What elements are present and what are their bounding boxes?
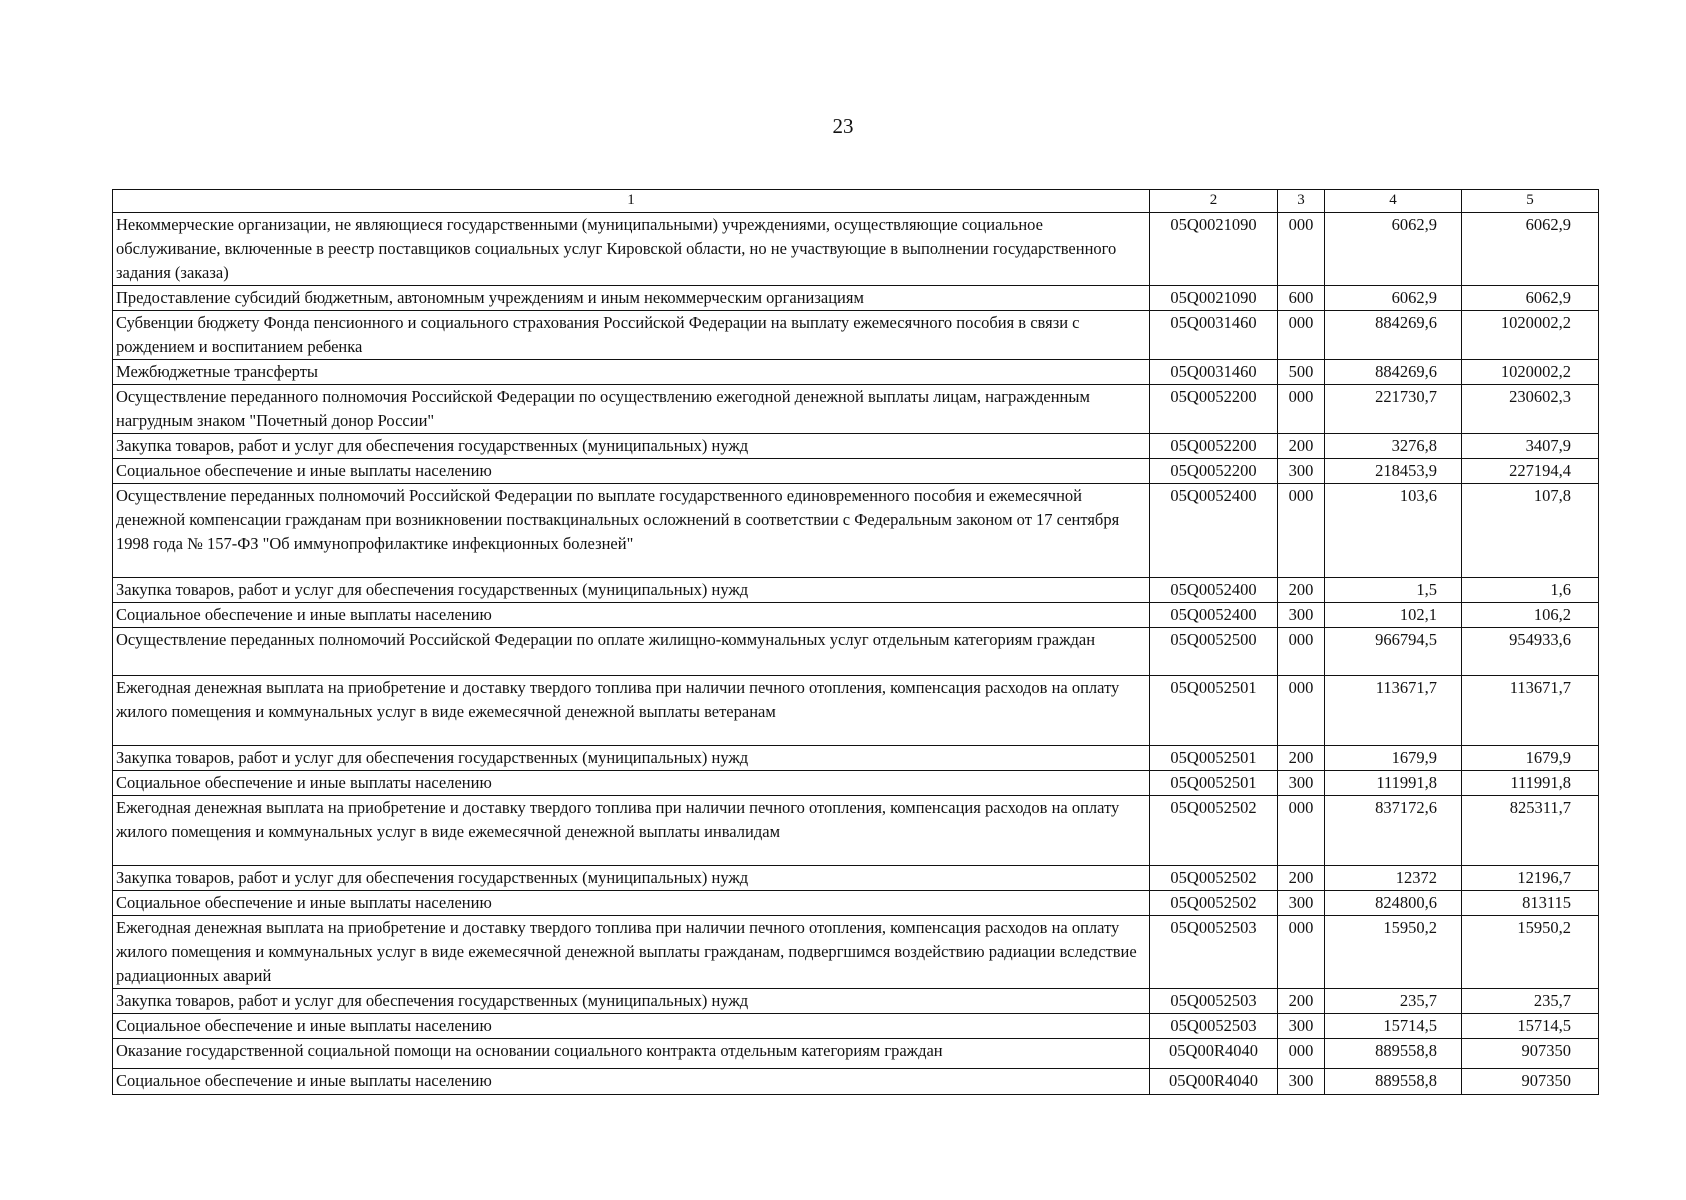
row-target-code: 05Q0052501 — [1150, 676, 1278, 746]
row-value-col4: 884269,6 — [1325, 311, 1462, 360]
row-value-col4: 103,6 — [1325, 484, 1462, 578]
row-value-col4: 218453,9 — [1325, 459, 1462, 484]
row-value-col4: 966794,5 — [1325, 628, 1462, 676]
column-header: 4 — [1325, 190, 1462, 213]
table-row — [113, 360, 1599, 385]
table-row — [113, 746, 1599, 771]
row-expense-type: 600 — [1278, 286, 1325, 311]
row-target-code: 05Q0052200 — [1150, 385, 1278, 434]
row-value-col4: 6062,9 — [1325, 213, 1462, 286]
table-row — [113, 459, 1599, 484]
row-target-code: 05Q0052400 — [1150, 484, 1278, 578]
row-target-code: 05Q0052503 — [1150, 916, 1278, 989]
row-description: Закупка товаров, работ и услуг для обеспечения государственных (муниципальных) нужд — [113, 434, 1150, 459]
table-row — [113, 603, 1599, 628]
row-value-col5: 15714,5 — [1462, 1014, 1599, 1039]
row-target-code: 05Q0052400 — [1150, 603, 1278, 628]
row-description: Предоставление субсидий бюджетным, автономным учреждениям и иным некоммерческим организациям — [113, 286, 1150, 311]
row-expense-type: 000 — [1278, 628, 1325, 676]
row-target-code: 05Q0052200 — [1150, 434, 1278, 459]
row-description: Социальное обеспечение и иные выплаты населению — [113, 891, 1150, 916]
column-header: 3 — [1278, 190, 1325, 213]
row-value-col5: 813115 — [1462, 891, 1599, 916]
row-value-col4: 1679,9 — [1325, 746, 1462, 771]
row-expense-type: 000 — [1278, 311, 1325, 360]
row-value-col4: 111991,8 — [1325, 771, 1462, 796]
table-row — [113, 1069, 1599, 1095]
row-description: Некоммерческие организации, не являющиеся государственными (муниципальными) учреждениями, осуществляющие социальное обслуживание, включенные в реестр поставщиков социальных услуг Кировской области, но не участвующие в выполнении государственного задания (заказа) — [113, 213, 1150, 286]
row-value-col5: 12196,7 — [1462, 866, 1599, 891]
row-description: Осуществление переданных полномочий Российской Федерации по оплате жилищно-коммунальных услуг отдельным категориям граждан — [113, 628, 1150, 676]
row-expense-type: 500 — [1278, 360, 1325, 385]
row-expense-type: 000 — [1278, 484, 1325, 578]
table-row — [113, 989, 1599, 1014]
row-value-col5: 1,6 — [1462, 578, 1599, 603]
table-row — [113, 916, 1599, 989]
row-description: Ежегодная денежная выплата на приобретение и доставку твердого топлива при наличии печного отопления, компенсация расходов на оплату жилого помещения и коммунальных услуг в виде ежемесячной денежной выплаты инвалидам — [113, 796, 1150, 866]
row-target-code: 05Q0052400 — [1150, 578, 1278, 603]
row-target-code: 05Q0052502 — [1150, 796, 1278, 866]
row-expense-type: 000 — [1278, 676, 1325, 746]
row-value-col4: 889558,8 — [1325, 1039, 1462, 1069]
row-description: Социальное обеспечение и иные выплаты населению — [113, 771, 1150, 796]
row-value-col4: 113671,7 — [1325, 676, 1462, 746]
row-value-col4: 15950,2 — [1325, 916, 1462, 989]
row-expense-type: 200 — [1278, 989, 1325, 1014]
budget-table — [112, 189, 1599, 1095]
column-header: 1 — [113, 190, 1150, 213]
table-row — [113, 434, 1599, 459]
row-value-col4: 824800,6 — [1325, 891, 1462, 916]
row-expense-type: 300 — [1278, 1069, 1325, 1095]
row-value-col5: 6062,9 — [1462, 213, 1599, 286]
row-value-col5: 3407,9 — [1462, 434, 1599, 459]
row-description: Социальное обеспечение и иные выплаты населению — [113, 1069, 1150, 1095]
row-value-col4: 221730,7 — [1325, 385, 1462, 434]
table-row — [113, 1039, 1599, 1069]
row-value-col5: 907350 — [1462, 1069, 1599, 1095]
row-value-col5: 111991,8 — [1462, 771, 1599, 796]
row-expense-type: 200 — [1278, 434, 1325, 459]
row-target-code: 05Q0031460 — [1150, 360, 1278, 385]
row-description: Социальное обеспечение и иные выплаты населению — [113, 603, 1150, 628]
row-value-col5: 107,8 — [1462, 484, 1599, 578]
row-target-code: 05Q0052200 — [1150, 459, 1278, 484]
table-row — [113, 866, 1599, 891]
row-description: Ежегодная денежная выплата на приобретение и доставку твердого топлива при наличии печного отопления, компенсация расходов на оплату жилого помещения и коммунальных услуг в виде ежемесячной денежной выплаты гражданам, подвергшимся воздействию радиации вследствие радиационных аварий — [113, 916, 1150, 989]
row-value-col5: 907350 — [1462, 1039, 1599, 1069]
row-expense-type: 300 — [1278, 771, 1325, 796]
row-expense-type: 300 — [1278, 603, 1325, 628]
table-row — [113, 484, 1599, 578]
row-description: Социальное обеспечение и иные выплаты населению — [113, 459, 1150, 484]
table-row — [113, 628, 1599, 676]
row-target-code: 05Q0052502 — [1150, 866, 1278, 891]
row-target-code: 05Q0052503 — [1150, 1014, 1278, 1039]
row-description: Закупка товаров, работ и услуг для обеспечения государственных (муниципальных) нужд — [113, 746, 1150, 771]
row-value-col5: 230602,3 — [1462, 385, 1599, 434]
row-target-code: 05Q0052501 — [1150, 746, 1278, 771]
row-expense-type: 000 — [1278, 1039, 1325, 1069]
table-row — [113, 676, 1599, 746]
row-value-col4: 889558,8 — [1325, 1069, 1462, 1095]
row-description: Оказание государственной социальной помощи на основании социального контракта отдельным категориям граждан — [113, 1039, 1150, 1069]
row-value-col4: 12372 — [1325, 866, 1462, 891]
table-row — [113, 796, 1599, 866]
row-target-code: 05Q0052502 — [1150, 891, 1278, 916]
row-expense-type: 200 — [1278, 746, 1325, 771]
row-value-col4: 1,5 — [1325, 578, 1462, 603]
row-value-col4: 3276,8 — [1325, 434, 1462, 459]
row-value-col5: 954933,6 — [1462, 628, 1599, 676]
row-value-col4: 6062,9 — [1325, 286, 1462, 311]
row-value-col5: 1679,9 — [1462, 746, 1599, 771]
page-number: 23 — [832, 114, 854, 138]
row-expense-type: 300 — [1278, 459, 1325, 484]
row-description: Закупка товаров, работ и услуг для обеспечения государственных (муниципальных) нужд — [113, 866, 1150, 891]
table-row — [113, 891, 1599, 916]
row-description: Ежегодная денежная выплата на приобретение и доставку твердого топлива при наличии печного отопления, компенсация расходов на оплату жилого помещения и коммунальных услуг в виде ежемесячной денежной выплаты ветеранам — [113, 676, 1150, 746]
row-value-col4: 235,7 — [1325, 989, 1462, 1014]
row-expense-type: 300 — [1278, 891, 1325, 916]
row-target-code: 05Q0052500 — [1150, 628, 1278, 676]
row-value-col4: 837172,6 — [1325, 796, 1462, 866]
row-expense-type: 200 — [1278, 866, 1325, 891]
row-expense-type: 000 — [1278, 916, 1325, 989]
row-value-col5: 6062,9 — [1462, 286, 1599, 311]
row-expense-type: 200 — [1278, 578, 1325, 603]
table-row — [113, 1014, 1599, 1039]
table-row — [113, 311, 1599, 360]
row-expense-type: 000 — [1278, 385, 1325, 434]
row-expense-type: 000 — [1278, 213, 1325, 286]
column-header: 2 — [1150, 190, 1278, 213]
row-value-col5: 1020002,2 — [1462, 311, 1599, 360]
row-target-code: 05Q0021090 — [1150, 213, 1278, 286]
row-description: Социальное обеспечение и иные выплаты населению — [113, 1014, 1150, 1039]
row-target-code: 05Q0052501 — [1150, 771, 1278, 796]
row-value-col5: 825311,7 — [1462, 796, 1599, 866]
row-description: Закупка товаров, работ и услуг для обеспечения государственных (муниципальных) нужд — [113, 989, 1150, 1014]
column-header: 5 — [1462, 190, 1599, 213]
table-row — [113, 578, 1599, 603]
row-target-code: 05Q0021090 — [1150, 286, 1278, 311]
row-description: Закупка товаров, работ и услуг для обеспечения государственных (муниципальных) нужд — [113, 578, 1150, 603]
table-row — [113, 771, 1599, 796]
row-description: Осуществление переданного полномочия Российской Федерации по осуществлению ежегодной денежной выплаты лицам, награжденным нагрудным знаком "Почетный донор России" — [113, 385, 1150, 434]
row-value-col5: 227194,4 — [1462, 459, 1599, 484]
row-description: Субвенции бюджету Фонда пенсионного и социального страхования Российской Федерации на выплату ежемесячного пособия в связи с рождением и воспитанием ребенка — [113, 311, 1150, 360]
row-target-code: 05Q0031460 — [1150, 311, 1278, 360]
row-target-code: 05Q00R4040 — [1150, 1069, 1278, 1095]
table-row — [113, 385, 1599, 434]
table-header-row — [113, 190, 1599, 213]
row-description: Межбюджетные трансферты — [113, 360, 1150, 385]
row-value-col4: 15714,5 — [1325, 1014, 1462, 1039]
row-value-col5: 1020002,2 — [1462, 360, 1599, 385]
row-value-col5: 15950,2 — [1462, 916, 1599, 989]
row-target-code: 05Q00R4040 — [1150, 1039, 1278, 1069]
row-value-col5: 106,2 — [1462, 603, 1599, 628]
row-target-code: 05Q0052503 — [1150, 989, 1278, 1014]
row-value-col5: 113671,7 — [1462, 676, 1599, 746]
row-value-col4: 102,1 — [1325, 603, 1462, 628]
row-expense-type: 000 — [1278, 796, 1325, 866]
row-expense-type: 300 — [1278, 1014, 1325, 1039]
row-description: Осуществление переданных полномочий Российской Федерации по выплате государственного единовременного пособия и ежемесячной денежной компенсации гражданам при возникновении поствакцинальных осложнений в соответствии с Федеральным законом от 17 сентября 1998 года № 157-ФЗ "Об иммунопрофилактике инфекционных болезней" — [113, 484, 1150, 578]
row-value-col5: 235,7 — [1462, 989, 1599, 1014]
table-row — [113, 213, 1599, 286]
row-value-col4: 884269,6 — [1325, 360, 1462, 385]
table-row — [113, 286, 1599, 311]
